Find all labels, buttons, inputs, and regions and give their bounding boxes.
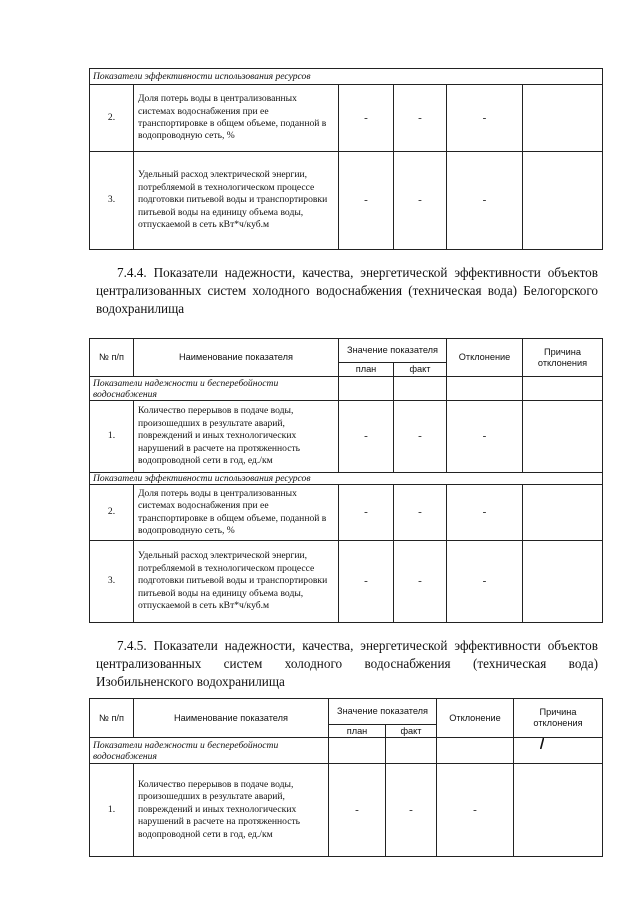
- table-row: [90, 541, 603, 623]
- reason-value: [523, 485, 603, 541]
- header-deviation: Отклонение: [447, 339, 523, 377]
- section-744-heading-text: 7.4.4. Показатели надежности, качества, энергетической эффективности объектов централизованных систем холодного водоснабжения (техническая вода) Белогорского водохранилища: [96, 265, 598, 316]
- plan-value: -: [339, 85, 394, 152]
- row-number: 2.: [90, 485, 134, 541]
- header-plan: план: [339, 363, 394, 377]
- fact-value: -: [394, 485, 447, 541]
- header-value: Значение показателя: [329, 699, 437, 725]
- header-deviation: Отклонение: [437, 699, 514, 738]
- indicator-name: Доля потерь воды в централизованных системах водоснабжения при ее транспортировке в общем объеме, поданной в водопроводную сеть, %: [134, 485, 339, 541]
- header-num: № п/п: [90, 339, 134, 377]
- section-efficiency-title: Показатели эффективности использования ресурсов: [90, 69, 603, 85]
- fact-value: -: [386, 764, 437, 857]
- table-top: [89, 68, 603, 250]
- reason-value: [523, 541, 603, 623]
- reason-value: [523, 401, 603, 473]
- section-reliability-title: Показатели надежности и бесперебойности водоснабжения: [90, 738, 329, 764]
- fact-value: -: [394, 401, 447, 473]
- indicator-name: Доля потерь воды в централизованных системах водоснабжения при ее транспортировке в общем объеме, поданной в водопроводную сеть, %: [134, 85, 339, 152]
- row-number: 3.: [90, 152, 134, 250]
- header-name: Наименование показателя: [134, 339, 339, 377]
- section-745-heading-text: 7.4.5. Показатели надежности, качества, энергетической эффективности объектов централизованных систем холодного водоснабжения (техническая вода) Изобильненского водохранилища: [96, 638, 598, 689]
- header-fact: факт: [386, 725, 437, 738]
- deviation-value: -: [447, 541, 523, 623]
- reason-value: [523, 85, 603, 152]
- deviation-value: -: [437, 764, 514, 857]
- deviation-value: -: [447, 401, 523, 473]
- table-row: [90, 85, 603, 152]
- table-row: [90, 401, 603, 473]
- fact-value: -: [394, 85, 447, 152]
- row-number: 2.: [90, 85, 134, 152]
- indicator-name: Количество перерывов в подаче воды, произошедших в результате аварий, повреждений и иных технологических нарушений в расчете на протяженность водопроводной сети в год, ед./км: [134, 764, 329, 857]
- table-744: [89, 338, 603, 623]
- plan-value: -: [339, 541, 394, 623]
- reason-value: [514, 764, 603, 857]
- row-number: 1.: [90, 764, 134, 857]
- plan-value: -: [339, 152, 394, 250]
- table-row: [90, 152, 603, 250]
- header-reason: Причина отклонения: [514, 699, 603, 738]
- header-name: Наименование показателя: [134, 699, 329, 738]
- deviation-value: -: [447, 152, 523, 250]
- header-num: № п/п: [90, 699, 134, 738]
- table-745: [89, 698, 603, 857]
- indicator-name: Удельный расход электрической энергии, потребляемой в технологическом процессе подготовки питьевой воды и транспортировки питьевой воды на единицу объема воды, отпускаемой в сеть кВт*ч/куб.м: [134, 541, 339, 623]
- plan-value: -: [339, 401, 394, 473]
- row-number: 3.: [90, 541, 134, 623]
- table-row: [90, 764, 603, 857]
- deviation-value: -: [447, 85, 523, 152]
- fact-value: -: [394, 152, 447, 250]
- row-number: 1.: [90, 401, 134, 473]
- table-row: [90, 485, 603, 541]
- section-744-heading: [96, 264, 598, 318]
- plan-value: -: [339, 485, 394, 541]
- reason-value: [523, 152, 603, 250]
- header-reason: Причина отклонения: [523, 339, 603, 377]
- pen-mark-icon: [540, 738, 544, 749]
- indicator-name: Количество перерывов в подаче воды, произошедших в результате аварий, повреждений и иных технологических нарушений в расчете на протяженность водопроводной сети в год, ед./км: [134, 401, 339, 473]
- section-745-heading: [96, 637, 598, 691]
- indicator-name: Удельный расход электрической энергии, потребляемой в технологическом процессе подготовки питьевой воды и транспортировки питьевой воды на единицу объема воды, отпускаемой в сеть кВт*ч/куб.м: [134, 152, 339, 250]
- section-efficiency-title: Показатели эффективности использования ресурсов: [90, 473, 603, 485]
- plan-value: -: [329, 764, 386, 857]
- header-fact: факт: [394, 363, 447, 377]
- deviation-value: -: [447, 485, 523, 541]
- header-value: Значение показателя: [339, 339, 447, 363]
- fact-value: -: [394, 541, 447, 623]
- header-plan: план: [329, 725, 386, 738]
- section-reliability-title: Показатели надежности и бесперебойности водоснабжения: [90, 377, 339, 401]
